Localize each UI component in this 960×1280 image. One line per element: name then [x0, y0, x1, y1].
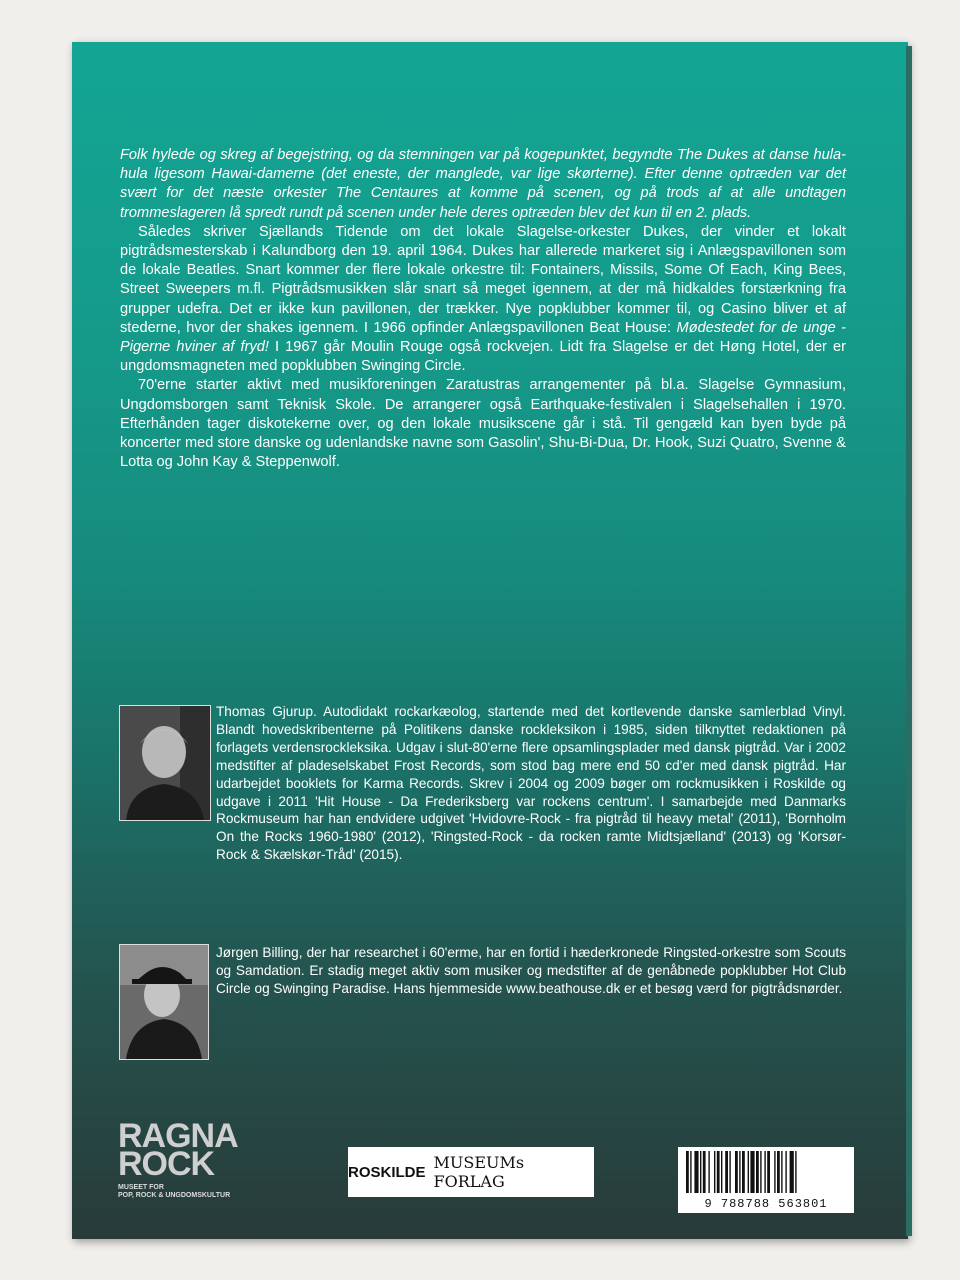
book-edge: [906, 46, 912, 1236]
book-back-cover: [72, 42, 908, 1239]
quote-paragraph: Folk hylede og skreg af begejstring, og da stemningen var på kogepunktet, begyndte The Dukes at danse hula-hula ligesom Hawai-damerne (det eneste, der manglede, var lige skørterne). Efter denne optræden var det svært for det næste orkester The Centaures at komme på scenen, og på trods af at alle undtagen trommeslageren lå spredt rundt på scenen under hele deres optræden blev det kun til en 2. plads.: [120, 147, 846, 221]
barcode-bar: [735, 1151, 738, 1193]
barcode-bar: [790, 1151, 794, 1193]
barcode-bar: [750, 1151, 754, 1193]
main-text: [120, 146, 846, 472]
history-text-b: I 1967 går Moulin Rouge også rockvejen. Lidt fra Slagelse er det Høng Hotel, der er ungdomsmagneten med popklubben Swinging Circle.: [120, 339, 846, 375]
history-paragraph-2: 70'erne starter aktivt med musikforeningen Zaratustras arrangementer på bl.a. Slagelse Gymnasium, Ungdomsborgen samt Teknisk Skole. De arrangerer også Earthquake-festivalen i Slagelsehallen i 1970. Efterhånden tager diskotekerne over, og den lokale musikscene går i stå. Til gengæld kan byen byde på koncerter med store danske og udenlandske navne som Gasolin', Shu-Bi-Dua, Dr. Hook, Suzi Quatro, Svenne & Lotta og John Kay & Steppenwolf.: [120, 377, 846, 471]
publisher-name-roskilde: ROSKILDE: [348, 1163, 426, 1181]
barcode-bar: [785, 1151, 786, 1193]
barcode-bar: [767, 1151, 770, 1193]
barcode-bar: [708, 1151, 709, 1193]
barcode-bar: [748, 1151, 749, 1193]
isbn-barcode: [678, 1147, 854, 1213]
logo-sub-1: MUSEET FOR: [118, 1184, 164, 1191]
isbn-number: 9 788788 563801: [704, 1197, 828, 1211]
author-photo-thomas: [119, 705, 211, 821]
logo-sub-2: POP, ROCK & UNGDOMSKULTUR: [118, 1192, 231, 1199]
barcode-bar: [742, 1151, 745, 1193]
author-bio-jorgen: Jørgen Billing, der har researchet i 60'erme, har en fortid i hæderkronede Ringsted-orkestre som Scouts og Samdation. Er stadig meget aktiv som musiker og medstifter af de genåbnede popklubber Hot Club Circle og Swinging Paradise. Hans hjemmeside www.beathouse.dk er et besøg værd for pigtrådsnørder.: [216, 945, 846, 996]
barcode-bar: [690, 1151, 691, 1193]
barcode-bar: [721, 1151, 722, 1193]
author-photo-jorgen: [119, 944, 209, 1060]
barcode-bar: [714, 1151, 715, 1193]
history-italic: Mødestedet for de unge - Pigerne hviner af fryd!: [120, 319, 846, 356]
history-paragraph-1: [120, 223, 846, 377]
history-text-a: Således skriver Sjællands Tidende om det lokale Slagelse-orkester Dukes, der vinder et lokalt pigtrådsmesterskab i Kalundborg den 19. april 1964. Dukes har allerede markeret sig i Anlægspavillonen som de lokale Beatles. Snart kommer der flere lokale orkestre til: Fontainers, Missils, Some Of Each, King Bees, Street Sweepers m.fl. Pigtrådsmusikken slår snart så meget igennem, at der må hidkaldes forstærkning fra grupper udefra. Det er ikke kun pavillonen, der trækker. Nye popklubber kommer til, og Casino bliver et af stederne, hvor der shakes igennem. I 1966 opfinder Anlægspavillonen Beat House:: [120, 223, 846, 336]
publisher-logo: [348, 1147, 594, 1197]
author-bio-thomas: Thomas Gjurup. Autodidakt rockarkæolog, startende med det kortlevende danske samlerblad Vinyl. Blandt hovedskribenterne på Politikens danske rockleksikon i 1985, siden tilknyttet redaktionen på forlagets verdensrockleksika. Udgav i slut-80'erne flere opsamlingsplader med dansk pigtråd. Var i 2002 medstifter af pladeselskabet Frost Records, som stod bag mere end 50 cd'er med dansk pigtråd. Har udarbejdet booklets for Karma Records. Skrev i 2004 og 2009 bøger om rockmusikken i Roskilde og udgave i 2011 'Hit House - Da Frederiksberg var rockens centrum'. I samarbejde med Danmarks Rockmuseum har han endvidere udgivet 'Hvidovre-Rock - fra pigtråd til heavy metal' (2011), 'Bornholm On the Rocks 1960-1980' (2012), 'Ringsted-Rock - da rocken ramte Midtsjælland' (2013) og 'Korsør-Rock & Skælskør-Tråd' (2015).: [216, 704, 846, 863]
barcode-bar: [764, 1151, 765, 1193]
barcode-bar: [774, 1151, 775, 1193]
barcode-bar: [686, 1151, 689, 1193]
barcode-bar: [756, 1151, 759, 1193]
barcode-bar: [703, 1151, 706, 1193]
publisher-name-forlag: MUSEUMs FORLAG: [433, 1153, 525, 1191]
barcode-bar: [795, 1151, 796, 1193]
barcode-bar: [781, 1151, 782, 1193]
barcode-bar: [739, 1151, 740, 1193]
barcode-bar: [760, 1151, 761, 1193]
ragnarock-logo: [118, 1117, 258, 1204]
logo-line-rock: ROCK: [118, 1145, 215, 1183]
logo-line-ragna: RAGNA: [118, 1117, 238, 1155]
barcode-bars: [678, 1147, 854, 1197]
barcode-bar: [717, 1151, 720, 1193]
barcode-bar: [777, 1151, 780, 1193]
barcode-bar: [694, 1151, 698, 1193]
barcode-bar: [700, 1151, 701, 1193]
barcode-bar: [725, 1151, 728, 1193]
barcode-bar: [729, 1151, 730, 1193]
